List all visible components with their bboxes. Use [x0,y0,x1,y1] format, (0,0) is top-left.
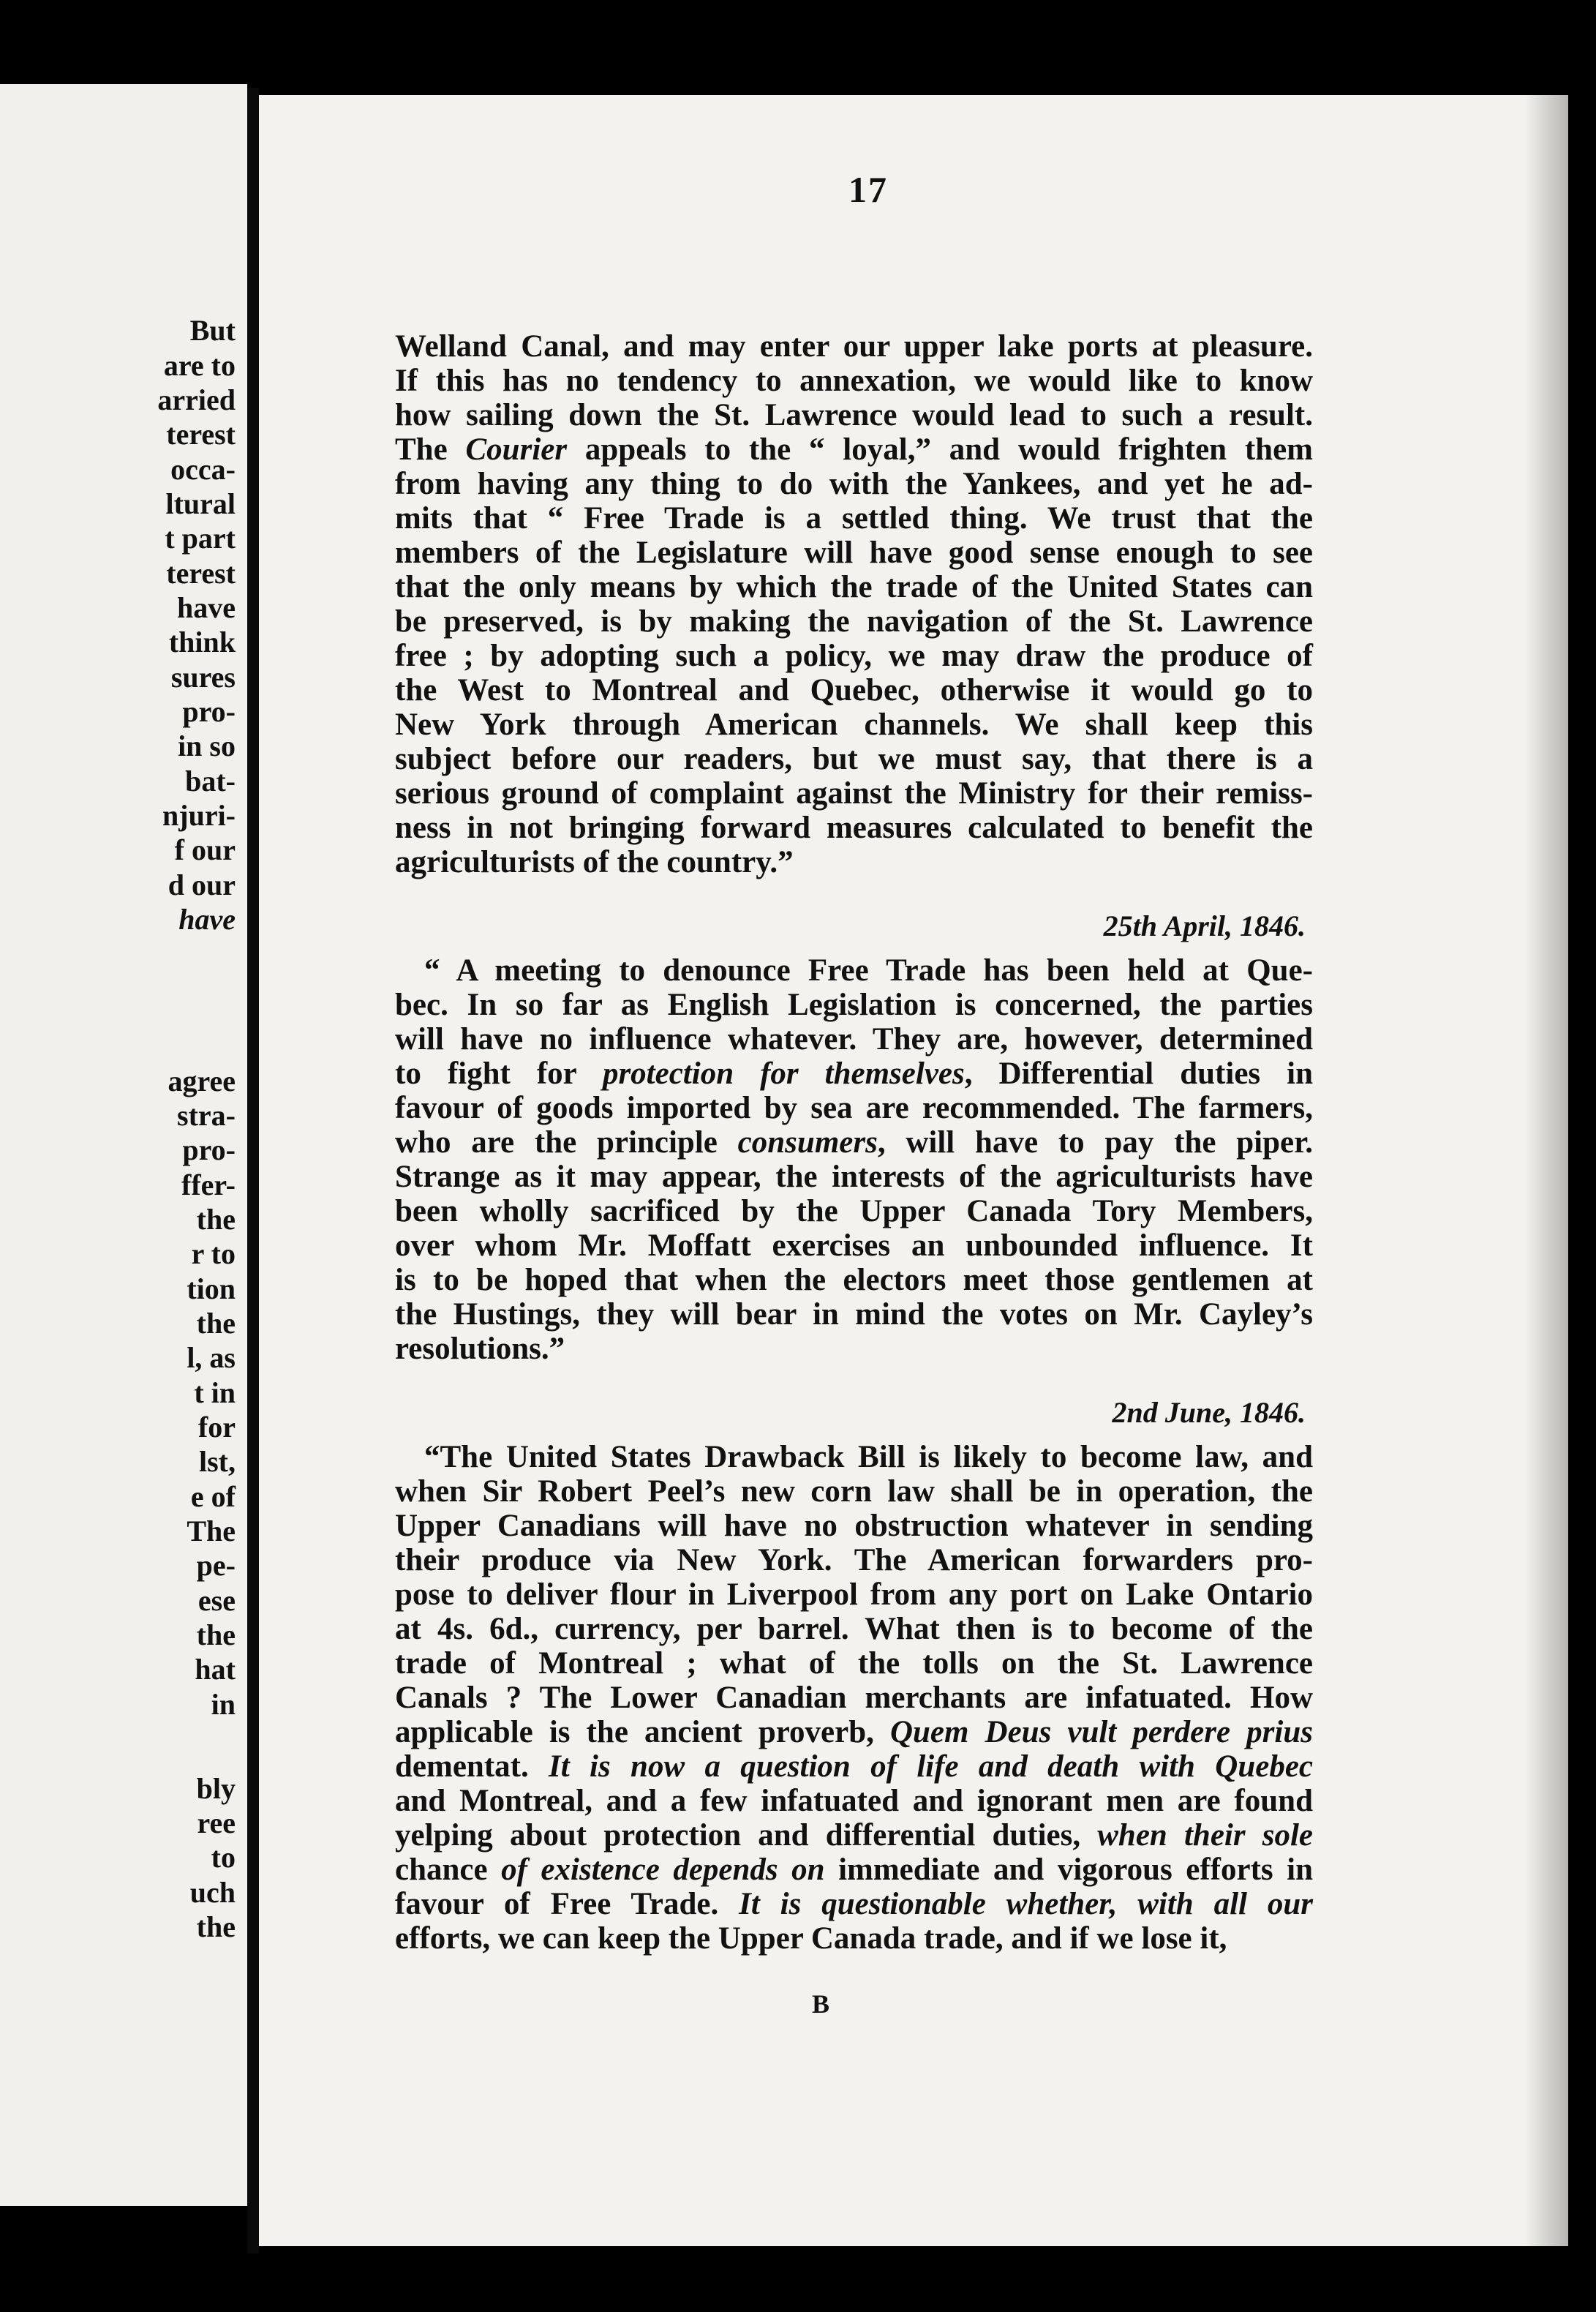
facing-page-fragment: l, as [187,1341,236,1374]
dateline-2: 2nd June, 1846. [1112,1396,1306,1429]
dateline-1: 25th April, 1846. [1103,909,1306,942]
facing-page-fragment: stra- [177,1099,236,1132]
facing-page-fragment: are to [163,349,236,382]
text-line: “The United States Drawback Bill is likely to become law, and [424,1440,1313,1474]
paragraph-2 [395,953,1313,1366]
page-gutter [247,88,259,2253]
text-line: to fight for protection for themselves, Differential duties in [395,1056,1313,1091]
facing-page-fragment: The [187,1515,236,1547]
facing-page-fragment: think [168,626,236,658]
text-line: be preserved, is by making the navigation of the St. Lawrence [395,604,1313,639]
facing-page-fragment: tion [187,1272,236,1305]
facing-page-fragment: ltural [165,487,236,520]
text-line: free ; by adopting such a policy, we may draw the produce of [395,639,1313,673]
facing-page-fragment: for [197,1411,236,1444]
scan-right-border [1568,0,1596,2312]
text-line: their produce via New York. The American forwarders pro- [395,1543,1313,1577]
facing-page-fragment: bly [196,1772,236,1805]
facing-page-fragment: hat [195,1653,236,1686]
text-line: Upper Canadians will have no obstruction whatever in sending [395,1509,1313,1543]
signature-mark: B [812,1989,830,2019]
page-number: 17 [848,169,888,210]
facing-page-fragment: ese [197,1584,236,1617]
facing-page-fragment: in [211,1688,236,1721]
facing-page-fragment: njuri- [162,799,236,832]
facing-page-margin [0,84,247,2206]
text-line: that the only means by which the trade of the United States can [395,570,1313,604]
text-line: chance of existence depends on immediate and vigorous efforts in [395,1853,1313,1887]
page-body [395,329,1313,1956]
text-line: subject before our readers, but we must say, that there is a [395,742,1313,776]
text-line: dementat. It is now a question of life and death with Quebec [395,1749,1313,1784]
text-line: how sailing down the St. Lawrence would lead to such a result. [395,398,1313,432]
facing-page-fragment: pro- [182,695,236,728]
facing-page-fragment: sures [170,661,236,694]
facing-page-fragment: t in [194,1376,236,1409]
facing-page-fragment: terest [166,557,236,590]
facing-page-fragment: ffer- [181,1168,236,1201]
text-line: resolutions.” [395,1332,565,1366]
facing-page-fragment: the [196,1203,236,1236]
text-line: If this has no tendency to annexation, we would like to know [395,364,1313,398]
text-line: and Montreal, and a few infatuated and ignorant men are found [395,1784,1313,1818]
text-line: the Hustings, they will bear in mind the votes on Mr. Cayley’s [395,1297,1313,1332]
text-line: mits that “ Free Trade is a settled thing. We trust that the [395,501,1313,536]
text-line: the West to Montreal and Quebec, otherwise it would go to [395,673,1313,708]
text-line: who are the principle consumers, will have to pay the piper. [395,1125,1313,1160]
text-line: efforts, we can keep the Upper Canada trade, and if we lose it, [395,1921,1227,1956]
facing-page-fragment: the [196,1618,236,1651]
text-line: agriculturists of the country.” [395,845,794,879]
facing-page-fragment: have [178,903,236,936]
text-line: New York through American channels. We shall keep this [395,708,1313,742]
scan-bottom-border [0,2253,1596,2312]
facing-page-fragment: lst, [199,1445,236,1478]
facing-page-fragment: agree [167,1065,236,1097]
text-line: serious ground of complaint against the Ministry for their remiss- [395,776,1313,811]
facing-page-fragment: f our [174,833,236,866]
facing-page-fragment: pe- [196,1549,236,1582]
text-line: members of the Legislature will have good sense enough to see [395,536,1313,570]
facing-page-fragment: in so [178,729,236,762]
facing-page-fragment: have [177,591,236,624]
facing-page-fragment: uch [189,1876,236,1909]
text-line: yelping about protection and differential duties, when their sole [395,1818,1314,1853]
text-line: is to be hoped that when the electors meet those gentlemen at [395,1263,1313,1297]
text-line: ness in not bringing forward measures calculated to benefit the [395,811,1313,845]
text-line: Welland Canal, and may enter our upper lake ports at pleasure. [395,329,1313,364]
text-line: Strange as it may appear, the interests of the agriculturists have [395,1160,1313,1194]
facing-page-fragment: d our [167,868,236,901]
text-line: bec. In so far as English Legislation is concerned, the parties [395,988,1313,1022]
text-line: from having any thing to do with the Yankees, and yet he ad- [395,467,1313,501]
text-line: when Sir Robert Peel’s new corn law shall be in operation, the [395,1474,1313,1509]
text-line: favour of goods imported by sea are recommended. The farmers, [395,1091,1313,1125]
facing-page-fragment: to [211,1841,236,1874]
facing-page-fragment: But [189,314,236,347]
text-line: will have no influence whatever. They are, however, determined [395,1022,1313,1056]
text-line: at 4s. 6d., currency, per barrel. What then is to become of the [395,1612,1313,1646]
facing-page-fragment: ree [197,1806,236,1839]
facing-page-fragment: r to [191,1237,236,1270]
facing-page-fragment: the [196,1910,236,1943]
text-line: been wholly sacrificed by the Upper Canada Tory Members, [395,1194,1313,1228]
text-line: trade of Montreal ; what of the tolls on the St. Lawrence [395,1646,1313,1681]
paragraph-1 [395,329,1313,879]
text-line: applicable is the ancient proverb, Quem Deus vult perdere prius [395,1715,1313,1749]
text-line: “ A meeting to denounce Free Trade has been held at Que- [424,953,1313,988]
text-line: The Courier appeals to the “ loyal,” and would frighten them [395,432,1313,467]
facing-page-fragment: the [196,1307,236,1340]
text-line: pose to deliver flour in Liverpool from any port on Lake Ontario [395,1577,1313,1612]
facing-page-fragment: terest [166,418,236,451]
text-line: over whom Mr. Moffatt exercises an unbounded influence. It [395,1228,1313,1263]
facing-page-fragment: occa- [170,453,236,486]
text-line: favour of Free Trade. It is questionable whether, with all our [395,1887,1313,1921]
paragraph-3 [395,1440,1313,1956]
facing-page-fragment: pro- [182,1133,236,1166]
facing-page-fragment: arried [157,383,236,416]
facing-page-fragment: t part [165,522,236,555]
page-edge-shadow [1524,95,1568,2246]
facing-page-fragment: e of [190,1480,236,1513]
facing-page-fragment: bat- [185,765,236,797]
text-line: Canals ? The Lower Canadian merchants are infatuated. How [395,1681,1313,1715]
